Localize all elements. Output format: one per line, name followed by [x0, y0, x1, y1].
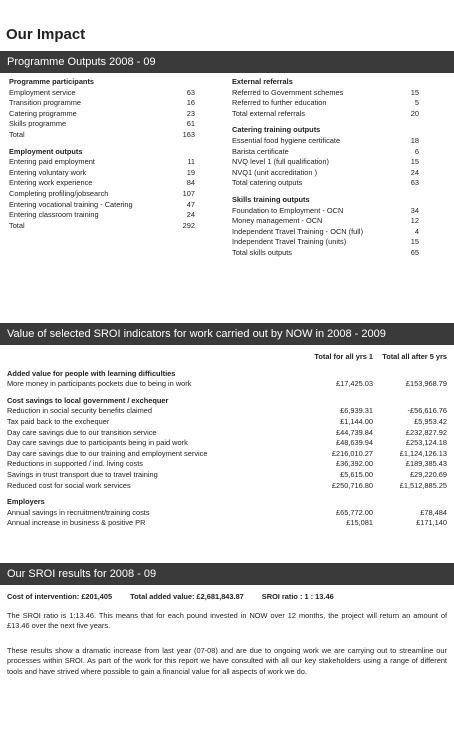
list-item — [9, 178, 195, 189]
item-label: Total catering outputs — [232, 178, 303, 188]
item-value: 63 — [186, 87, 195, 97]
item-value: 5 — [414, 98, 419, 108]
row-label: Day care savings due to our training and employment service — [7, 448, 208, 458]
item-value: 20 — [410, 108, 419, 118]
list-item — [9, 157, 195, 168]
results-paragraph-2: These results show a dramatic increase from last year (07-08) and are due to ongoing work we are carrying out to streamline our processes within SROI. As part of the work for this report we have consulted with all our key stakeholders using a range of different tools and have strived where possible to gain a financial value for all aspects of work we do. — [7, 645, 447, 676]
item-value: 65 — [410, 247, 419, 257]
referrals-list — [232, 88, 419, 120]
skills-list — [232, 206, 419, 259]
item-label: Referred to further education — [232, 98, 327, 108]
row-value-5yrs: £1,512,885.25 — [399, 480, 447, 490]
table-row — [7, 518, 447, 529]
row-value-5yrs: £153,968.79 — [405, 379, 447, 389]
row-value-5yrs: £171,140 — [416, 518, 447, 528]
table-row — [7, 449, 447, 460]
table-row — [7, 428, 447, 439]
item-value: 24 — [410, 167, 419, 177]
list-item — [232, 109, 419, 120]
item-value: 24 — [186, 210, 195, 220]
row-value-year1: £44,739.84 — [336, 427, 373, 437]
learning-title: Added value for people with learning difficulties — [7, 368, 176, 378]
list-item — [232, 157, 419, 168]
sroi-table — [7, 352, 447, 529]
table-row — [7, 406, 447, 417]
item-label: Independent Travel Training (units) — [232, 237, 347, 247]
item-value: 23 — [186, 108, 195, 118]
item-value: 18 — [410, 135, 419, 145]
item-label: NVQ1 (unit accreditation ) — [232, 167, 318, 177]
item-value: 19 — [186, 167, 195, 177]
total-added-value: Total added value: £2,681,843.87 — [130, 592, 244, 601]
sroi-indicators-header: Value of selected SROI indicators for work carried out by NOW in 2008 - 2009 — [0, 323, 454, 345]
item-value: 4 — [414, 226, 419, 236]
learning-rows — [7, 379, 447, 390]
row-label: Savings in trust transport due to travel training — [7, 469, 158, 479]
list-item — [232, 88, 419, 99]
list-item — [232, 178, 419, 189]
table-row — [7, 417, 447, 428]
item-value: 12 — [410, 216, 419, 226]
row-label: Reduction in social security benefits claimed — [7, 406, 153, 416]
row-value-year1: £216,010.27 — [331, 448, 373, 458]
item-label: Independent Travel Training - OCN (full) — [232, 226, 364, 236]
row-value-year1: £48,639.94 — [336, 438, 373, 448]
item-value: 292 — [182, 220, 195, 230]
col-total-5yrs: Total all after 5 yrs — [382, 352, 447, 361]
list-item — [232, 136, 419, 147]
results-summary — [7, 592, 447, 603]
skills-title: Skills training outputs — [232, 194, 310, 204]
item-value: 16 — [186, 98, 195, 108]
item-label: Skills programme — [9, 119, 67, 129]
item-value: 63 — [410, 178, 419, 188]
row-value-year1: £250,716.80 — [331, 480, 373, 490]
programme-outputs-header: Programme Outputs 2008 - 09 — [0, 51, 454, 73]
row-value-5yrs: £232,827.92 — [405, 427, 447, 437]
list-item — [9, 98, 195, 109]
row-value-year1: £65,772.00 — [336, 507, 373, 517]
item-label: Employment service — [9, 87, 76, 97]
row-value-5yrs: £5,953.42 — [414, 416, 447, 426]
item-value: 61 — [186, 119, 195, 129]
sroi-results-header: Our SROI results for 2008 - 09 — [0, 563, 454, 585]
savings-rows — [7, 406, 447, 491]
item-label: Money management - OCN — [232, 216, 323, 226]
sroi-ratio: SROI ratio : 1 : 13.46 — [261, 592, 334, 601]
employment-list — [9, 157, 195, 231]
list-item — [9, 200, 195, 211]
participants-list — [9, 88, 195, 141]
col-total-year1: Total for all yrs 1 — [314, 352, 373, 361]
sroi-column-headers — [7, 352, 447, 363]
item-label: Foundation to Employment - OCN — [232, 205, 344, 215]
item-label: Completing profiling/jobsearch — [9, 188, 109, 198]
results-section — [7, 592, 447, 678]
item-label: Entering classroom training — [9, 210, 99, 220]
row-value-year1: £6,939.31 — [340, 406, 373, 416]
item-label: Total external referrals — [232, 108, 306, 118]
item-value: 34 — [410, 205, 419, 215]
employers-rows — [7, 508, 447, 529]
row-label: Reductions in supported / ind. living costs — [7, 459, 143, 469]
item-label: Catering programme — [9, 108, 77, 118]
row-value-year1: £5,615.00 — [340, 469, 373, 479]
list-item — [9, 221, 195, 232]
row-value-5yrs: £189,385.43 — [405, 459, 447, 469]
row-value-5yrs: £253,124.18 — [405, 438, 447, 448]
item-label: Barista certificate — [232, 146, 289, 156]
table-row — [7, 438, 447, 449]
item-value: 15 — [410, 237, 419, 247]
item-label: Referred to Government schemes — [232, 87, 344, 97]
item-value: 47 — [186, 199, 195, 209]
table-row — [7, 481, 447, 492]
list-item — [232, 147, 419, 158]
item-label: Total — [9, 220, 25, 230]
outputs-right-column — [232, 77, 419, 259]
row-label: Annual increase in business & positive PR — [7, 518, 146, 528]
list-item — [232, 237, 419, 248]
item-value: 84 — [186, 178, 195, 188]
list-item — [9, 210, 195, 221]
list-item — [9, 88, 195, 99]
item-label: Essential food hygiene certificate — [232, 135, 341, 145]
cost-of-intervention: Cost of intervention: £201,405 — [7, 592, 113, 601]
item-label: Entering paid employment — [9, 157, 95, 167]
item-value: 6 — [414, 146, 419, 156]
list-item — [9, 168, 195, 179]
row-label: Annual savings in recruitment/training costs — [7, 507, 150, 517]
list-item — [232, 248, 419, 259]
row-value-year1: £36,392.00 — [336, 459, 373, 469]
referrals-title: External referrals — [232, 77, 293, 86]
row-value-5yrs: £29,220.69 — [410, 469, 447, 479]
table-row — [7, 379, 447, 390]
catering-list — [232, 136, 419, 189]
item-value: 107 — [182, 188, 195, 198]
list-item — [232, 216, 419, 227]
row-value-5yrs: £1,124,126.13 — [399, 448, 447, 458]
row-label: Tax paid back to the exchequer — [7, 416, 110, 426]
row-label: Day care savings due to our transition service — [7, 427, 157, 437]
row-value-5yrs: -£56,616.76 — [407, 406, 447, 416]
list-item — [9, 130, 195, 141]
savings-title: Cost savings to local government / exchequer — [7, 395, 169, 405]
list-item — [9, 189, 195, 200]
item-value: 163 — [182, 129, 195, 139]
item-label: Entering voluntary work — [9, 167, 87, 177]
item-label: Total skills outputs — [232, 247, 292, 257]
table-row — [7, 459, 447, 470]
table-row — [7, 508, 447, 519]
row-value-5yrs: £78,484 — [420, 507, 447, 517]
employment-title: Employment outputs — [9, 146, 83, 156]
row-value-year1: £17,425.03 — [336, 379, 373, 389]
item-label: Total — [9, 129, 25, 139]
row-label: More money in participants pockets due to being in work — [7, 379, 192, 389]
list-item — [232, 227, 419, 238]
list-item — [232, 168, 419, 179]
item-label: Entering vocational training - Catering — [9, 199, 133, 209]
results-paragraph-1: The SROI ratio is 1:13.46. This means that for each pound invested in NOW over 12 months, the project will return an amount of £13.46 over the next five years. — [7, 610, 447, 631]
list-item — [232, 206, 419, 217]
item-label: Entering work experience — [9, 178, 93, 188]
item-value: 15 — [410, 157, 419, 167]
row-value-year1: £1,144.00 — [340, 416, 373, 426]
table-row — [7, 470, 447, 481]
list-item — [232, 98, 419, 109]
item-label: Transition programme — [9, 98, 82, 108]
list-item — [9, 119, 195, 130]
page-title: Our Impact — [6, 26, 86, 43]
list-item — [9, 109, 195, 120]
item-value: 15 — [410, 87, 419, 97]
employers-title: Employers — [7, 497, 45, 507]
row-label: Day care savings due to participants being in paid work — [7, 438, 188, 448]
row-value-year1: £15,081 — [346, 518, 373, 528]
row-label: Reduced cost for social work services — [7, 480, 131, 490]
catering-title: Catering training outputs — [232, 125, 321, 135]
item-value: 11 — [187, 157, 195, 167]
participants-title: Programme participants — [9, 77, 95, 86]
outputs-left-column — [9, 77, 195, 231]
item-label: NVQ level 1 (full qualification) — [232, 157, 329, 167]
